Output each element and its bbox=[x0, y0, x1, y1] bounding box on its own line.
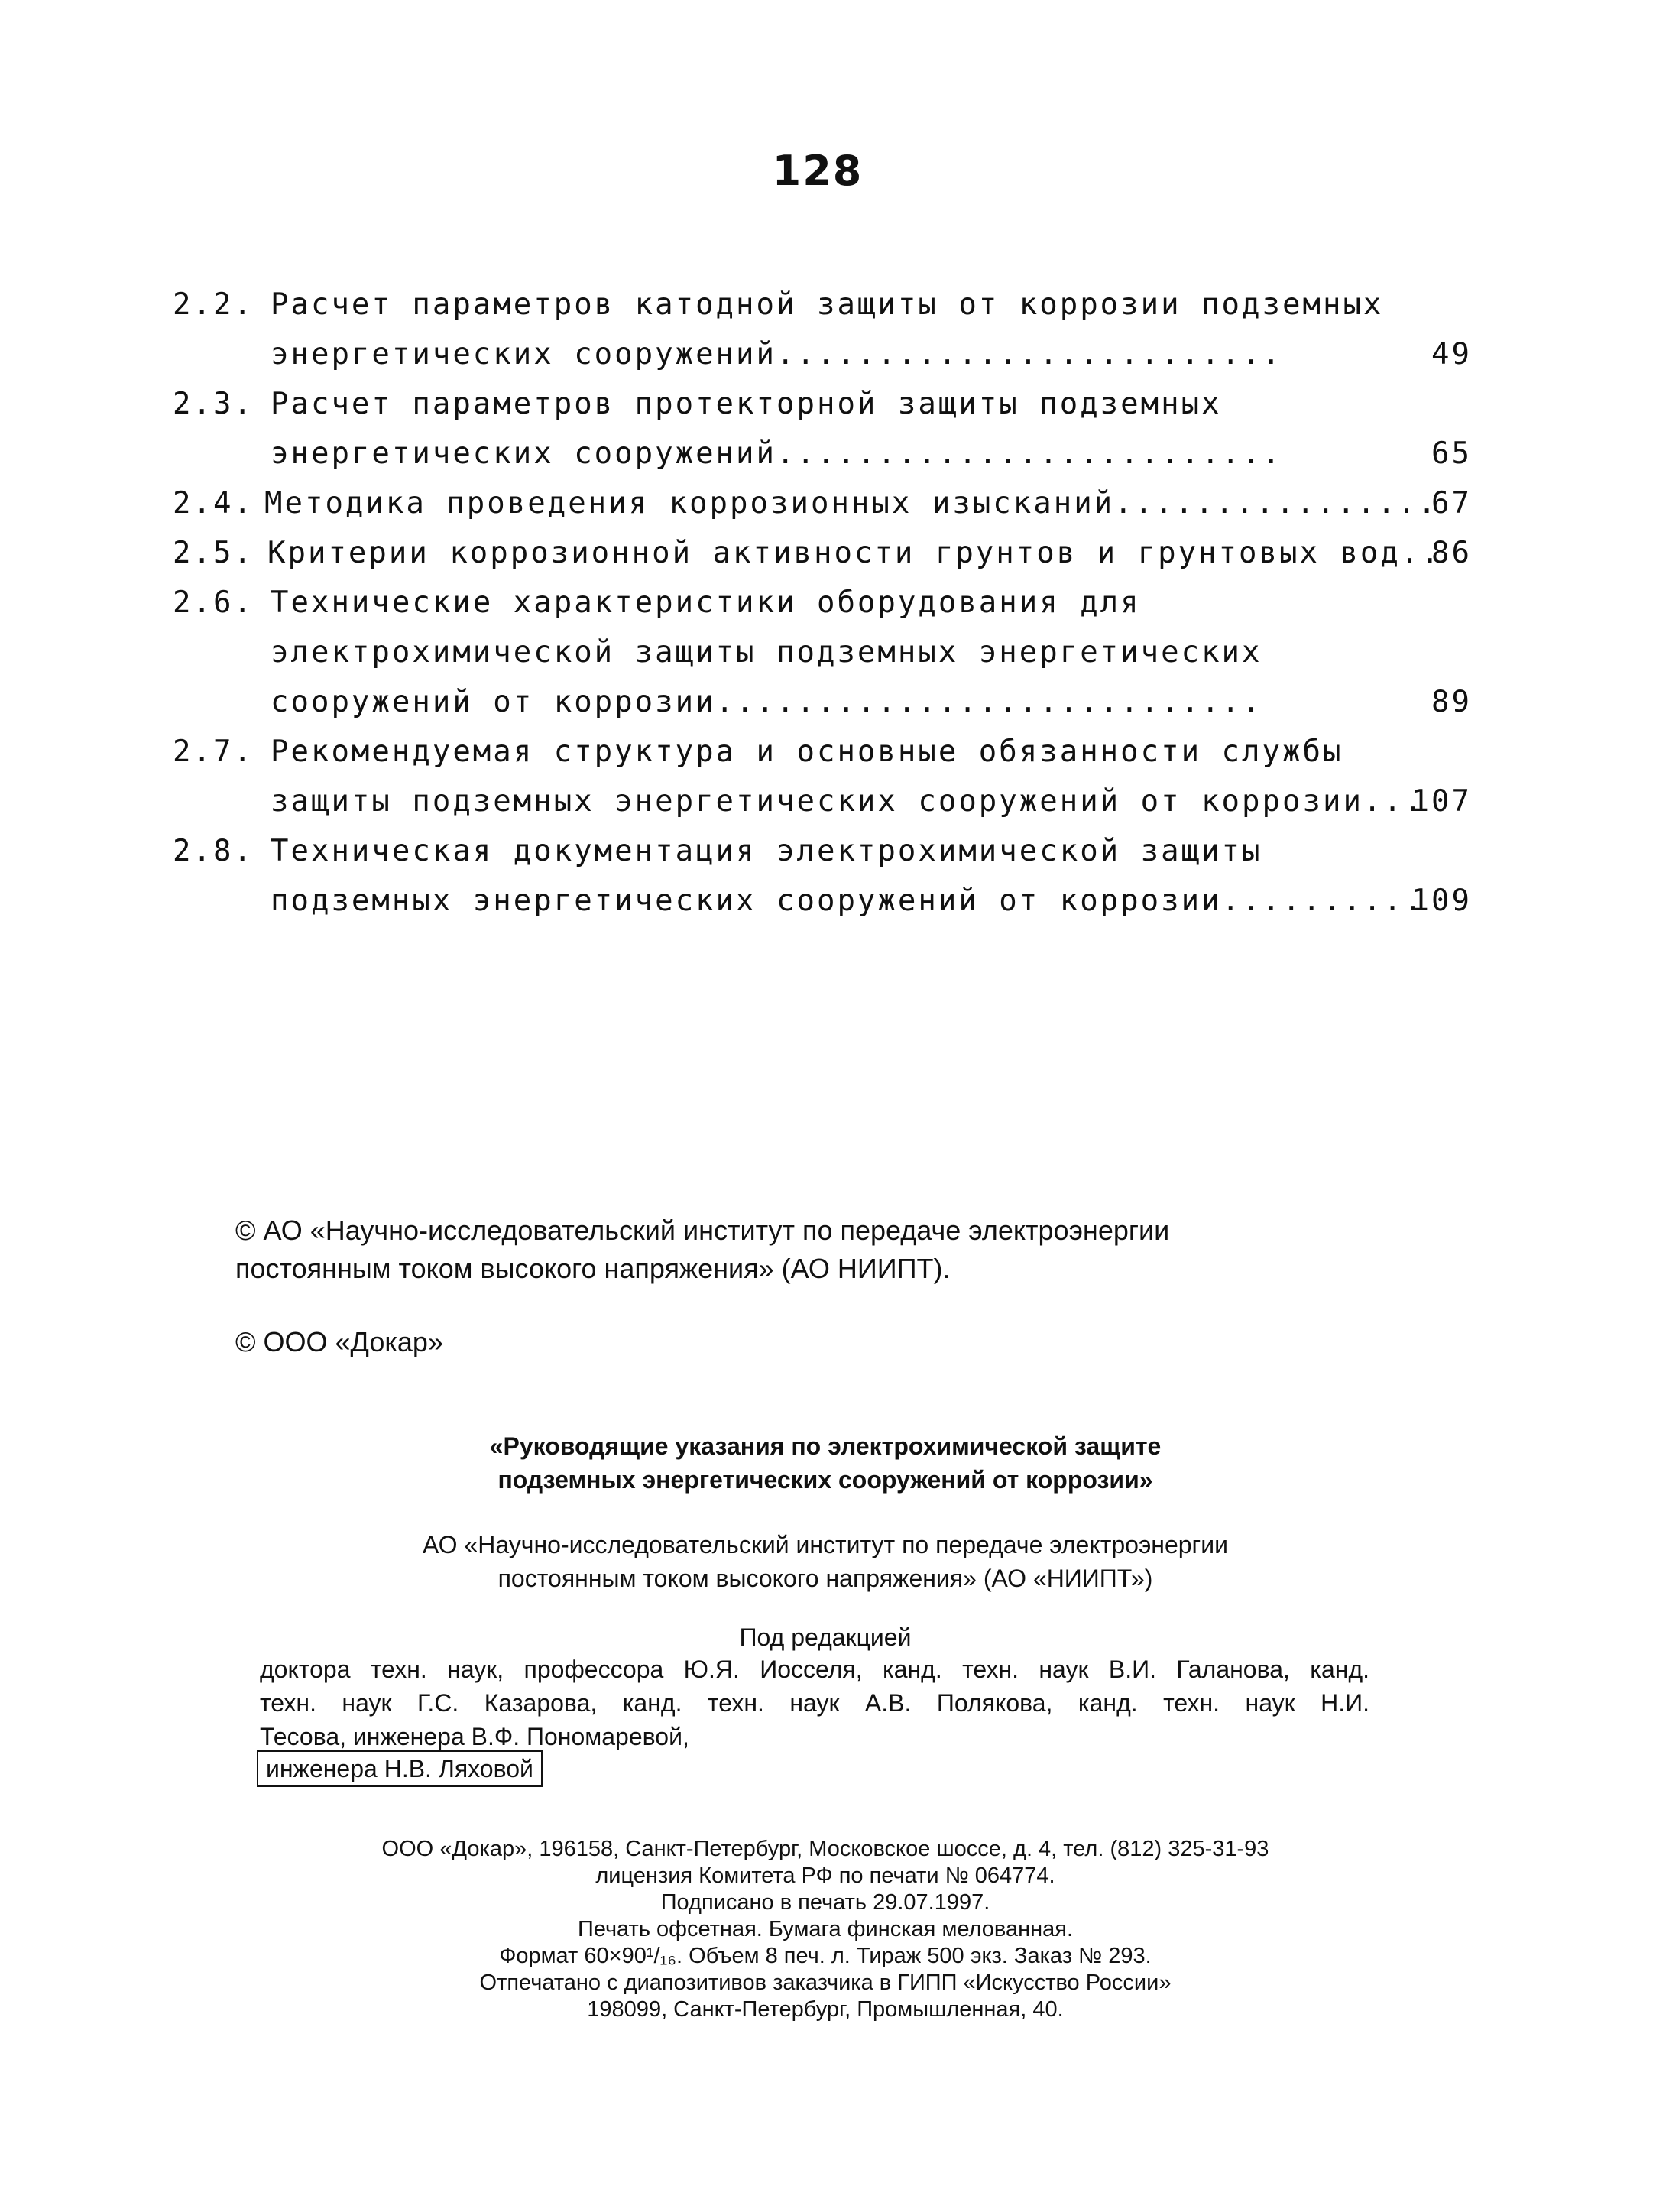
toc-entry-2-3-continued bbox=[173, 429, 1472, 478]
book-title bbox=[229, 1429, 1421, 1497]
toc-entry-page: 89 bbox=[1431, 685, 1472, 719]
toc-entry-2-2 bbox=[173, 280, 1472, 329]
toc-entry-title: Методика проведения коррозионных изысканий................ bbox=[264, 486, 1438, 521]
toc-entry-page: 86 bbox=[1431, 536, 1472, 570]
toc-entry-title: подземных энергетических сооружений от коррозии.......... bbox=[271, 884, 1424, 918]
imprint-line: лицензия Комитета РФ по печати № 064774. bbox=[595, 1863, 1055, 1888]
toc-entry-2-2-continued bbox=[173, 329, 1472, 379]
toc-entry-2-8-continued bbox=[173, 876, 1472, 926]
toc-entry-title: Критерии коррозионной активности грунтов и грунтовых вод.. bbox=[267, 536, 1441, 570]
imprint-line: Отпечатано с диапозитивов заказчика в ГИПП «Искусство России» bbox=[479, 1970, 1172, 1995]
imprint-line: ООО «Докар», 196158, Санкт-Петербург, Московское шоссе, д. 4, тел. (812) 325-31-93 bbox=[381, 1837, 1269, 1861]
toc-entry-2-5 bbox=[173, 528, 1472, 578]
organization bbox=[229, 1528, 1421, 1595]
copyright-line: постоянным током высокого напряжения» (АО НИИПТ). bbox=[235, 1253, 951, 1284]
toc-entry-page: 49 bbox=[1431, 337, 1472, 371]
toc-entry-2-8 bbox=[173, 826, 1472, 876]
toc-entry-title: Рекомендуемая структура и основные обязанности службы bbox=[271, 735, 1343, 769]
imprint bbox=[229, 1836, 1421, 2023]
toc-entry-title: сооружений от коррозии........................... bbox=[271, 685, 1262, 719]
toc-entry-number: 2.4. bbox=[173, 486, 254, 521]
editors-line: техн. наук Г.С. Казарова, канд. техн. наук А.В. Полякова, канд. техн. наук Н.И. bbox=[260, 1689, 1369, 1717]
toc-entry-page: 107 bbox=[1411, 784, 1472, 819]
toc-entry-number: 2.3. bbox=[173, 387, 254, 421]
toc-entry-number: 2.6. bbox=[173, 585, 254, 620]
editors-list bbox=[260, 1653, 1369, 1753]
toc-entry-number: 2.7. bbox=[173, 735, 254, 769]
imprint-line: Подписано в печать 29.07.1997. bbox=[660, 1890, 990, 1915]
toc-entry-title: электрохимической защиты подземных энергетических bbox=[271, 635, 1262, 670]
editors-line: Тесова, инженера В.Ф. Пономаревой, bbox=[260, 1723, 689, 1750]
editors-line: доктора техн. наук, профессора Ю.Я. Иосселя, канд. техн. наук В.И. Галанова, канд. bbox=[260, 1656, 1369, 1683]
toc-entry-title: Технические характеристики оборудования для bbox=[271, 585, 1141, 620]
toc-entry-title: Расчет параметров протекторной защиты подземных bbox=[271, 387, 1222, 421]
editor-heading: Под редакцией bbox=[739, 1623, 912, 1651]
toc-entry-2-6-continued bbox=[173, 677, 1472, 727]
copyright-dokar: © ООО «Докар» bbox=[235, 1326, 443, 1357]
toc-entry-title: энергетических сооружений......................... bbox=[271, 337, 1282, 371]
toc-entry-2-3 bbox=[173, 379, 1472, 429]
toc-entry-2-6-continued bbox=[173, 628, 1472, 677]
boxed-editor: инженера Н.В. Ляховой bbox=[257, 1750, 543, 1787]
organization-line: АО «Научно-исследовательский институт по передаче электроэнергии bbox=[423, 1531, 1228, 1558]
organization-line: постоянным током высокого напряжения» (АО «НИИПТ») bbox=[497, 1565, 1153, 1592]
toc-entry-title: Расчет параметров катодной защиты от коррозии подземных bbox=[271, 287, 1384, 322]
toc-entry-2-4 bbox=[173, 478, 1472, 528]
book-title-line: подземных энергетических сооружений от коррозии» bbox=[497, 1466, 1153, 1494]
toc-entry-page: 65 bbox=[1431, 436, 1472, 471]
toc-entry-2-7 bbox=[173, 727, 1472, 777]
book-title-line: «Руководящие указания по электрохимической защите bbox=[489, 1432, 1162, 1460]
toc-entry-title: энергетических сооружений......................... bbox=[271, 436, 1282, 471]
copyright-niipt bbox=[235, 1211, 1428, 1288]
table-of-contents bbox=[173, 280, 1472, 926]
page-number: 128 bbox=[772, 147, 864, 195]
toc-entry-number: 2.2. bbox=[173, 287, 254, 322]
toc-entry-number: 2.8. bbox=[173, 834, 254, 868]
toc-entry-page: 67 bbox=[1431, 486, 1472, 521]
toc-entry-2-7-continued bbox=[173, 777, 1472, 826]
toc-entry-title: защиты подземных энергетических сооружений от коррозии... bbox=[271, 784, 1424, 819]
imprint-line: Печать офсетная. Бумага финская мелованная. bbox=[577, 1917, 1074, 1941]
imprint-line: Формат 60×90¹/₁₆. Объем 8 печ. л. Тираж 500 экз. Заказ № 293. bbox=[499, 1944, 1152, 1968]
imprint-line: 198099, Санкт-Петербург, Промышленная, 40. bbox=[587, 1997, 1064, 2022]
toc-entry-2-6 bbox=[173, 578, 1472, 628]
toc-entry-number: 2.5. bbox=[173, 536, 254, 570]
toc-entry-title: Техническая документация электрохимической защиты bbox=[271, 834, 1262, 868]
toc-entry-page: 109 bbox=[1411, 884, 1472, 918]
copyright-line: © АО «Научно-исследовательский институт по передаче электроэнергии bbox=[235, 1215, 1170, 1246]
